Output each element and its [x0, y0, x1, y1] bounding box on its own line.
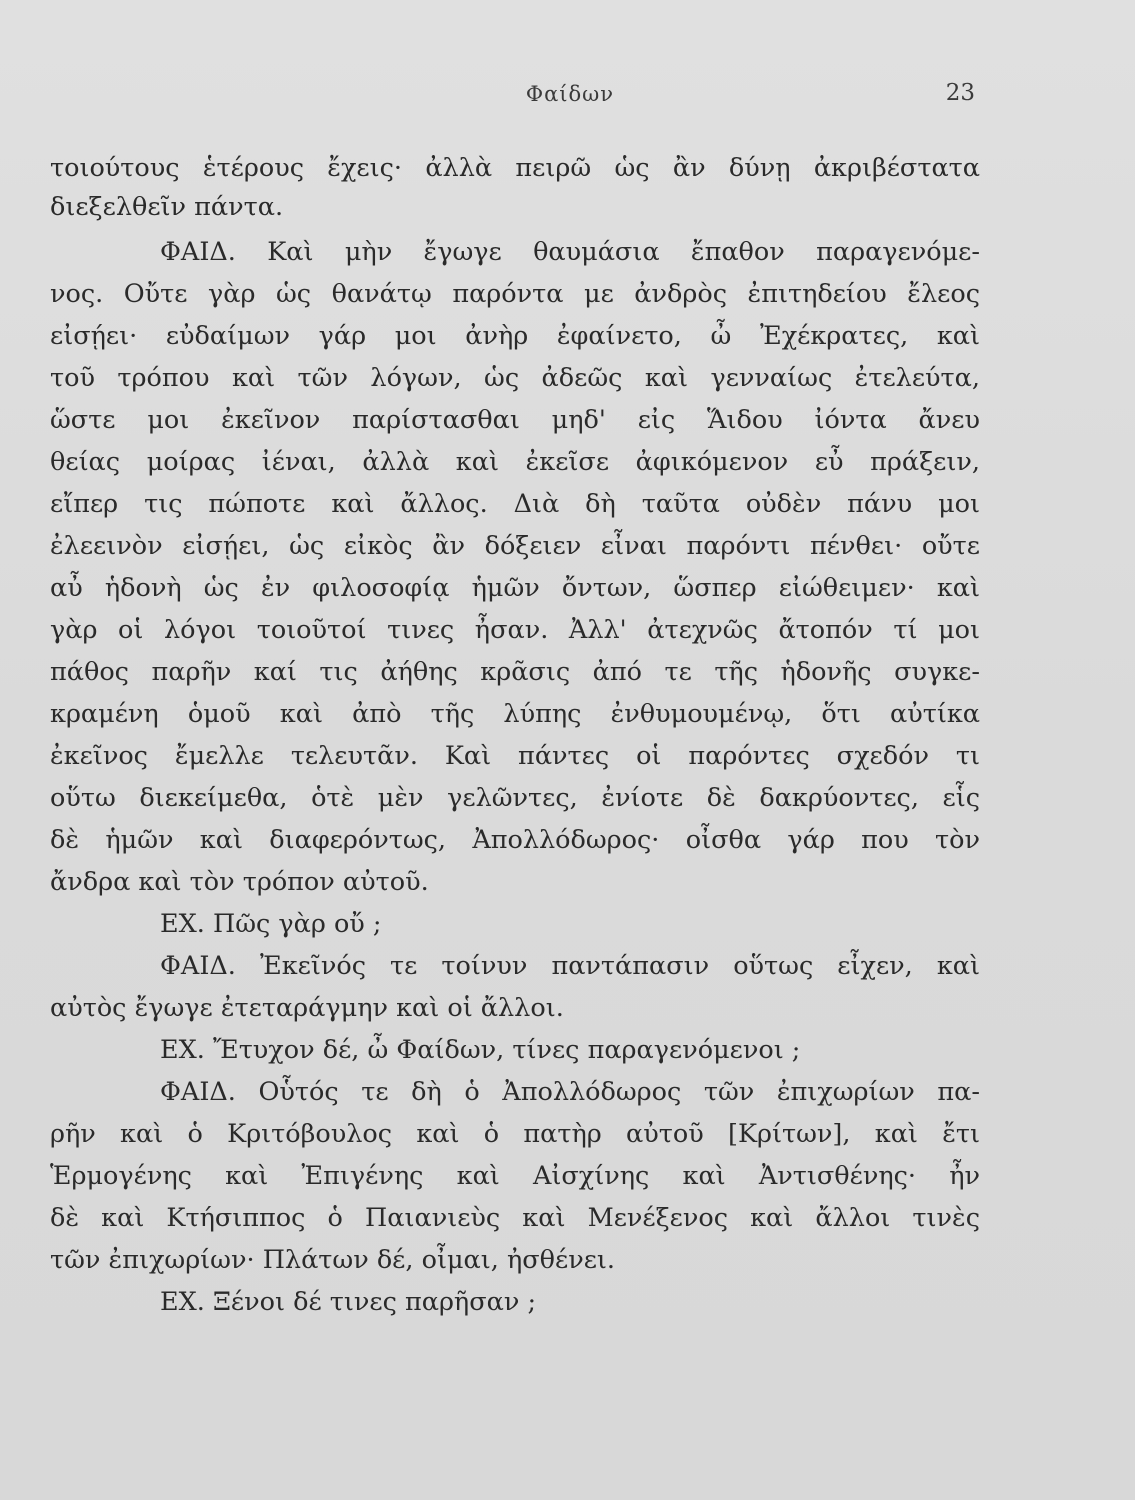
text-line: εἰσῄει· εὐδαίμων γάρ μοι ἀνὴρ ἐφαίνετο, ὦ Ἐχέκρατες, καὶ: [50, 321, 980, 351]
text-line: θείας μοίρας ἰέναι, ἀλλὰ καὶ ἐκεῖσε ἀφικόμενον εὖ πράξειν,: [50, 447, 980, 477]
running-header-title: Φαίδων: [525, 82, 615, 106]
text-line: τῶν ἐπιχωρίων· Πλάτων δέ, οἶμαι, ἠσθένει.: [50, 1245, 616, 1275]
text-line: ἐλεεινὸν εἰσῄει, ὡς εἰκὸς ἂν δόξειεν εἶναι παρόντι πένθει· οὔτε: [50, 531, 980, 561]
text-line: οὕτω διεκείμεθα, ὁτὲ μὲν γελῶντες, ἐνίοτε δὲ δακρύοντες, εἷς: [50, 783, 980, 813]
text-line: ΦΑΙΔ. Καὶ μὴν ἔγωγε θαυμάσια ἔπαθον παραγενόμε-: [160, 237, 980, 267]
text-line: εἴπερ τις πώποτε καὶ ἄλλος. Διὰ δὴ ταῦτα οὐδὲν πάνυ μοι: [50, 489, 980, 519]
text-line: γὰρ οἱ λόγοι τοιοῦτοί τινες ἦσαν. Ἀλλ' ἀτεχνῶς ἄτοπόν τί μοι: [50, 615, 980, 645]
text-line: δὲ καὶ Κτήσιππος ὁ Παιανιεὺς καὶ Μενέξενος καὶ ἄλλοι τινὲς: [50, 1203, 980, 1233]
text-line: ΦΑΙΔ. Ἐκεῖνός τε τοίνυν παντάπασιν οὕτως εἶχεν, καὶ: [160, 951, 980, 981]
text-line: διεξελθεῖν πάντα.: [50, 192, 284, 222]
text-line: ΕΧ. Ξένοι δέ τινες παρῆσαν ;: [160, 1287, 537, 1317]
text-line: δὲ ἡμῶν καὶ διαφερόντως, Ἀπολλόδωρος· οἶσθα γάρ που τὸν: [50, 825, 980, 855]
text-line: αὐτὸς ἔγωγε ἐτεταράγμην καὶ οἱ ἄλλοι.: [50, 993, 564, 1023]
text-line: αὖ ἡδονὴ ὡς ἐν φιλοσοφίᾳ ἡμῶν ὄντων, ὥσπερ εἰώθειμεν· καὶ: [50, 573, 980, 603]
text-line: ὥστε μοι ἐκεῖνον παρίστασθαι μηδ' εἰς Ἅιδου ἰόντα ἄνευ: [50, 405, 980, 435]
page-number: 23: [945, 80, 975, 106]
text-line: τοῦ τρόπου καὶ τῶν λόγων, ὡς ἀδεῶς καὶ γενναίως ἐτελεύτα,: [50, 363, 980, 393]
text-line: τοιούτους ἑτέρους ἔχεις· ἀλλὰ πειρῶ ὡς ἂν δύνῃ ἀκριβέστατα: [50, 153, 980, 183]
text-line: ἐκεῖνος ἔμελλε τελευτᾶν. Καὶ πάντες οἱ παρόντες σχεδόν τι: [50, 741, 980, 771]
text-line: ρῆν καὶ ὁ Κριτόβουλος καὶ ὁ πατὴρ αὐτοῦ [Κρίτων], καὶ ἔτι: [50, 1119, 980, 1149]
text-line: ΕΧ. Ἔτυχον δέ, ὦ Φαίδων, τίνες παραγενόμενοι ;: [160, 1035, 801, 1065]
text-line: ΕΧ. Πῶς γὰρ οὔ ;: [160, 909, 382, 939]
text-line: πάθος παρῆν καί τις ἀήθης κρᾶσις ἀπό τε τῆς ἡδονῆς συγκε-: [50, 657, 980, 687]
text-line: ἄνδρα καὶ τὸν τρόπον αὐτοῦ.: [50, 867, 429, 897]
text-line: ΦΑΙΔ. Οὗτός τε δὴ ὁ Ἀπολλόδωρος τῶν ἐπιχωρίων πα-: [160, 1077, 980, 1107]
text-line: κραμένη ὁμοῦ καὶ ἀπὸ τῆς λύπης ἐνθυμουμένῳ, ὅτι αὐτίκα: [50, 699, 980, 729]
text-line: Ἑρμογένης καὶ Ἐπιγένης καὶ Αἰσχίνης καὶ Ἀντισθένης· ἦν: [50, 1161, 980, 1191]
text-line: νος. Οὔτε γὰρ ὡς θανάτῳ παρόντα με ἀνδρὸς ἐπιτηδείου ἔλεος: [50, 279, 980, 309]
